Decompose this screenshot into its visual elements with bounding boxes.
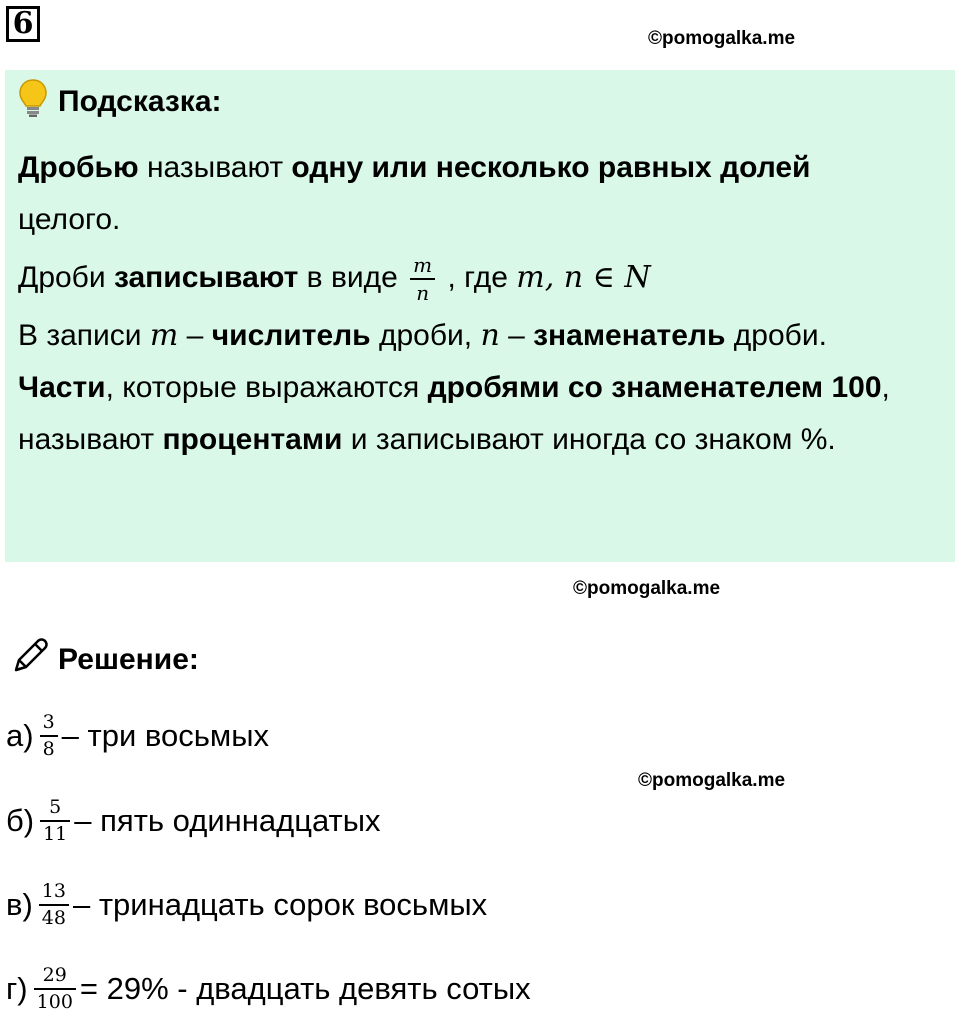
- fraction: [40, 713, 58, 759]
- fraction-denominator: n: [416, 281, 430, 306]
- solution-header: [10, 636, 199, 684]
- term-denominator-100: дробями со знаменателем 100: [427, 371, 882, 404]
- hint-paragraph-percent: [18, 362, 918, 466]
- solution-item-d: [6, 957, 531, 1021]
- term-numerator: числитель: [211, 319, 371, 352]
- text: и записывают иногда со знаком %.: [342, 423, 836, 456]
- fraction-bar: [40, 820, 70, 822]
- fraction-denominator: 100: [36, 991, 73, 1013]
- hint-paragraph-parts: [18, 310, 918, 362]
- hint-header: [18, 80, 222, 124]
- hint-paragraph-notation: [18, 246, 918, 310]
- term-fraction: Дробью: [18, 151, 139, 184]
- term-denominator: знаменатель: [533, 319, 726, 352]
- fraction-denominator: 8: [42, 738, 55, 760]
- text: Дроби: [18, 261, 114, 294]
- text: , называют: [18, 371, 890, 456]
- fraction-denominator: 11: [43, 823, 68, 845]
- solution-item-a: [6, 704, 269, 768]
- fraction: [34, 966, 76, 1012]
- item-text: – тринадцать сорок восьмых: [72, 887, 488, 922]
- item-text: – три восьмых: [61, 718, 269, 753]
- text: , где: [439, 261, 517, 294]
- fraction-numerator: 5: [49, 796, 62, 818]
- fraction-numerator: 3: [42, 711, 55, 733]
- text: В записи: [18, 319, 150, 352]
- watermark: ©pomogalka.me: [573, 578, 721, 599]
- pencil-icon: [10, 636, 50, 684]
- fraction-bar: [40, 735, 58, 737]
- hint-title: Подсказка:: [58, 85, 222, 118]
- watermark: ©pomogalka.me: [638, 770, 786, 791]
- item-label: в): [6, 887, 33, 922]
- fraction-bar: [34, 988, 76, 990]
- text: , которые выражаются: [105, 371, 428, 404]
- fraction-m-over-n: [410, 253, 435, 306]
- task-number: 6: [6, 6, 40, 42]
- fraction-bar: [39, 904, 69, 906]
- item-label: г): [6, 971, 28, 1006]
- fraction-numerator: 13: [41, 880, 66, 902]
- text: целого.: [18, 203, 121, 236]
- text: называют: [138, 151, 292, 184]
- text: –: [499, 319, 534, 352]
- item-text: – пять одиннадцатых: [74, 803, 381, 838]
- item-label: б): [6, 803, 35, 838]
- solution-title: Решение:: [58, 643, 199, 676]
- math-m: m: [149, 318, 179, 353]
- text: дроби,: [370, 319, 481, 352]
- item-text: = 29% - двадцать девять сотых: [79, 971, 531, 1006]
- fraction: [39, 882, 69, 928]
- fraction: [40, 798, 70, 844]
- fraction-numerator: 29: [42, 964, 67, 986]
- watermark: ©pomogalka.me: [648, 28, 796, 49]
- item-label: а): [6, 718, 34, 753]
- fraction-denominator: 48: [41, 907, 66, 929]
- term-percent: процентами: [162, 423, 343, 456]
- lightbulb-icon: [18, 78, 48, 126]
- term-parts: Части: [18, 371, 106, 404]
- math-expression: m, n ∈ N: [516, 260, 651, 295]
- term-written: записывают: [113, 261, 299, 294]
- fraction-numerator: m: [413, 253, 433, 278]
- solution-item-c: [6, 873, 487, 937]
- term-equal-parts: одну или несколько равных долей: [291, 151, 811, 184]
- text: в виде: [298, 261, 407, 294]
- text: –: [178, 319, 212, 352]
- text: дроби.: [725, 319, 827, 352]
- hint-paragraph-definition: [18, 142, 918, 246]
- fraction-bar: [410, 278, 435, 280]
- solution-item-b: [6, 789, 381, 853]
- math-n: n: [480, 318, 500, 353]
